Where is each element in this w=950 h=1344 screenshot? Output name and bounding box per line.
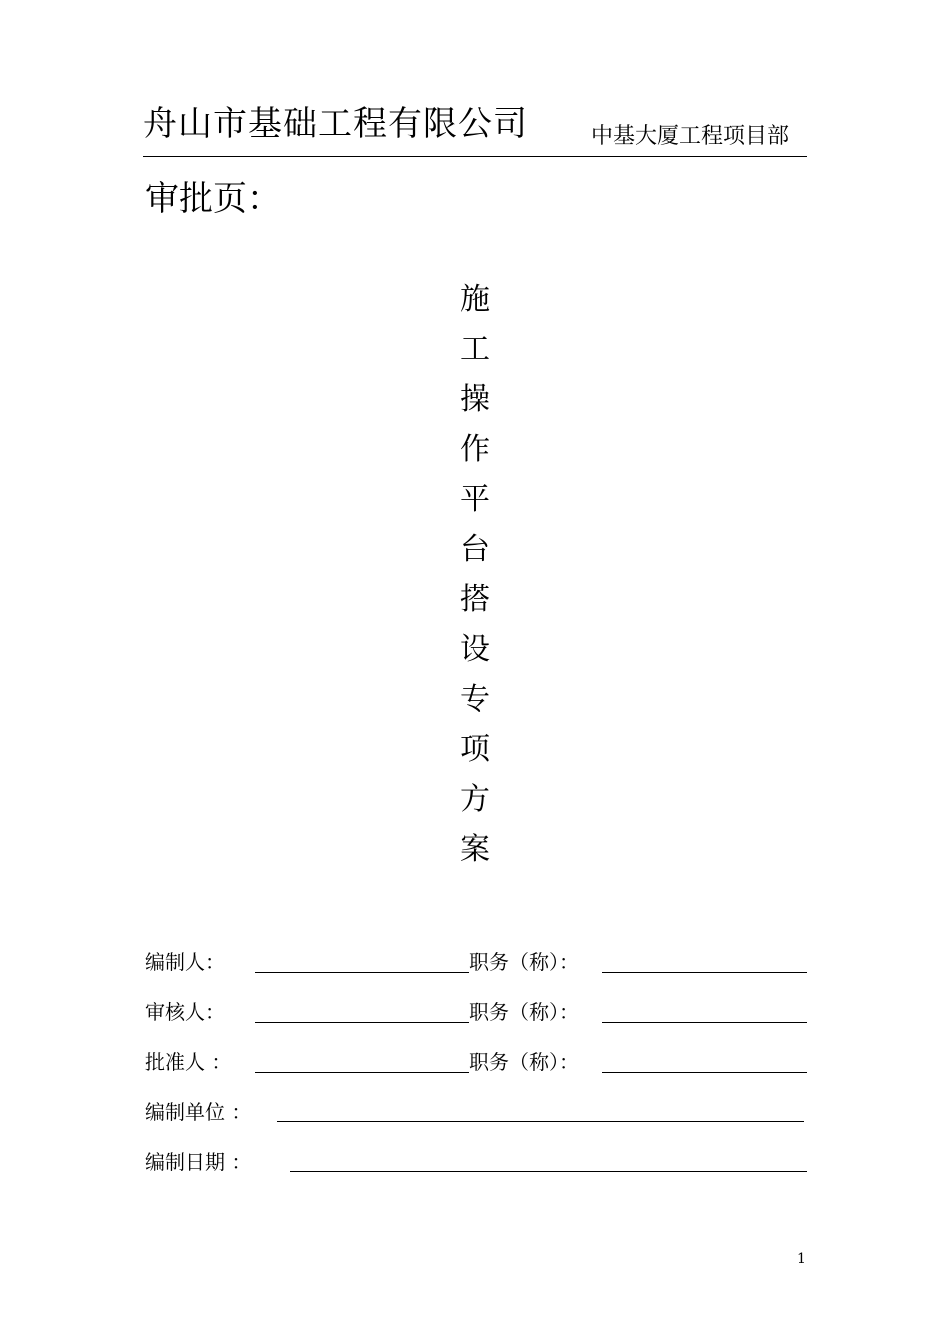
title-char: 设 — [460, 632, 490, 667]
compiler-signature-line[interactable] — [255, 972, 469, 973]
date-row — [145, 1140, 807, 1180]
approver-row — [145, 1040, 807, 1080]
reviewer-signature-line[interactable] — [255, 1022, 469, 1023]
title-char: 台 — [460, 532, 490, 567]
approver-label: 批准人 ： — [145, 1050, 232, 1074]
reviewer-duty-line[interactable] — [602, 1022, 807, 1023]
compiler-duty-label: 职务（称）： — [469, 950, 579, 974]
date-line[interactable] — [290, 1171, 807, 1172]
compiler-duty-line[interactable] — [602, 972, 807, 973]
reviewer-duty-label: 职务（称）： — [469, 1000, 579, 1024]
document-header — [143, 100, 807, 157]
unit-line[interactable] — [277, 1121, 804, 1122]
title-char: 案 — [460, 832, 490, 867]
approval-page-heading: 审批页： — [145, 179, 281, 219]
project-department: 中基大厦工程项目部 — [590, 124, 789, 149]
date-label: 编制日期 ： — [145, 1150, 252, 1174]
approver-duty-label: 职务（称）： — [469, 1050, 579, 1074]
unit-row — [145, 1090, 807, 1130]
approver-signature-line[interactable] — [255, 1072, 469, 1073]
unit-label: 编制单位 ： — [145, 1100, 252, 1124]
page-number: 1 — [797, 1251, 806, 1267]
title-char: 方 — [460, 782, 490, 817]
document-title-vertical — [450, 275, 500, 875]
reviewer-row — [145, 990, 807, 1030]
reviewer-label: 审核人： — [145, 1000, 225, 1024]
title-char: 工 — [460, 332, 490, 367]
compiler-row — [145, 940, 807, 980]
title-char: 搭 — [460, 582, 490, 617]
title-char: 平 — [460, 482, 490, 517]
approver-duty-line[interactable] — [602, 1072, 807, 1073]
company-name: 舟山市基础工程有限公司 — [143, 104, 528, 144]
title-char: 操 — [460, 382, 490, 417]
title-char: 作 — [460, 432, 490, 467]
title-char: 项 — [460, 732, 490, 767]
title-char: 专 — [460, 682, 490, 717]
title-char: 施 — [460, 282, 490, 317]
compiler-label: 编制人： — [145, 950, 225, 974]
